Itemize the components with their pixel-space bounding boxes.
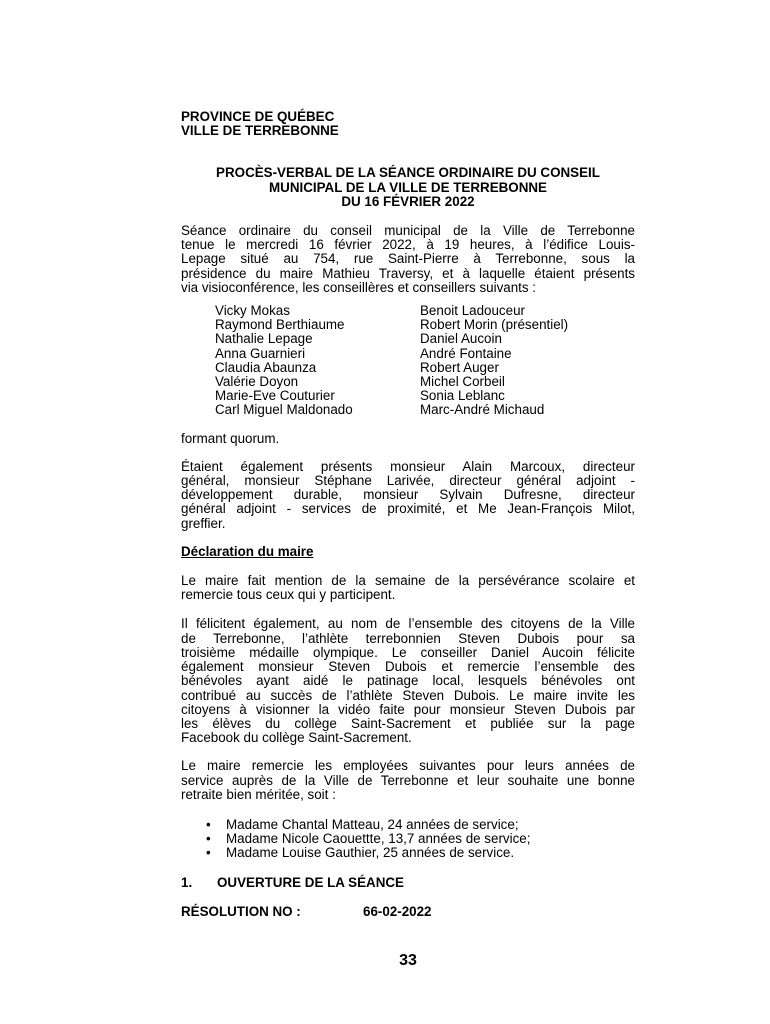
intro-line: Séance ordinaire du conseil municipal de la Ville de Terrebonne [181, 223, 635, 239]
paragraph-line: contribué au succès de l’athlète Steven Dubois. Le maire invite les [181, 687, 635, 703]
member-name: Michel Corbeil [420, 374, 505, 390]
title-line-1: PROCÈS-VERBAL DE LA SÉANCE ORDINAIRE DU CONSEIL [216, 165, 600, 181]
title-line-3: DU 16 FÉVRIER 2022 [341, 193, 475, 209]
resolution-line [181, 905, 635, 919]
resolution-label: RÉSOLUTION NO : [181, 903, 301, 919]
present-line: général, monsieur Stéphane Larivée, directeur général adjoint - [181, 473, 635, 489]
section-number: 1. [181, 874, 193, 890]
list-item [206, 846, 635, 860]
resolution-number: 66-02-2022 [363, 903, 432, 919]
paragraph-line: bénévoles ayant aidé le patinage local, lesquels bénévoles ont [181, 673, 635, 689]
page-number: 33 [399, 952, 417, 969]
retirees-list [181, 818, 635, 861]
member-name: Valérie Doyon [215, 374, 299, 390]
paragraph-line: Le maire fait mention de la semaine de la persévérance scolaire et [181, 573, 635, 589]
paragraph-line: les élèves du collège Saint-Sacrement et publiée sur la page [181, 715, 635, 731]
paragraph-line: Facebook du collège Saint-Sacrement. [181, 730, 412, 746]
declaration-heading: Déclaration du maire [181, 543, 314, 559]
list-item [206, 832, 635, 846]
member-name: Raymond Berthiaume [215, 317, 345, 333]
document-title [181, 166, 635, 209]
quorum-line: formant quorum. [181, 430, 280, 446]
document-page [181, 110, 635, 919]
document-header [181, 110, 635, 138]
bullet-icon: • [206, 845, 211, 861]
intro-line: via visioconférence, les conseillères et conseillers suivants : [181, 279, 537, 295]
member-name: Marc-André Michaud [420, 402, 545, 418]
paragraph-line: service auprès de la Ville de Terrebonne et leur souhaite une bonne [181, 772, 635, 788]
paragraph-line: de Terrebonne, l’athlète terrebonnien Steven Dubois pour sa [181, 630, 635, 646]
paragraph-line: également monsieur Steven Dubois et remercie l’ensemble des [181, 659, 635, 675]
city-line: VILLE DE TERREBONNE [181, 123, 339, 139]
paragraph-line: troisième médaille olympique. Le conseiller Daniel Aucoin félicite [181, 644, 635, 660]
member-name: Robert Auger [420, 359, 499, 375]
declaration-paragraph-2 [181, 617, 635, 745]
title-line-2: MUNICIPAL DE LA VILLE DE TERREBONNE [269, 179, 547, 195]
paragraph-line: Le maire remercie les employées suivantes pour leurs années de [181, 758, 635, 774]
intro-line: Lepage situé au 754, rue Saint-Pierre à Terrebonne, sous la [181, 251, 635, 267]
bullet-icon: • [206, 831, 211, 847]
members-left-column [215, 304, 420, 418]
member-name: Claudia Abaunza [215, 359, 317, 375]
member-name: André Fontaine [420, 345, 512, 361]
members-right-column [420, 304, 568, 418]
member-name: Anna Guarnieri [215, 345, 306, 361]
list-item-text: Madame Chantal Matteau, 24 années de service; [226, 816, 519, 832]
declaration-paragraph-3 [181, 759, 635, 802]
province-line: PROVINCE DE QUÉBEC [181, 109, 335, 124]
section-title: OUVERTURE DE LA SÉANCE [217, 874, 404, 890]
council-members-list [181, 304, 635, 418]
list-item [206, 818, 635, 832]
member-name: Sonia Leblanc [420, 388, 505, 404]
intro-line: tenue le mercredi 16 février 2022, à 19 heures, à l’édifice Louis- [181, 237, 635, 253]
member-name: Vicky Mokas [215, 303, 290, 319]
intro-line: présidence du maire Mathieu Traversy, et à laquelle étaient présents [181, 265, 635, 281]
bullet-icon: • [206, 816, 211, 832]
section-heading-opening [181, 876, 635, 890]
paragraph-line: remercie tous ceux qui y participent. [181, 587, 396, 603]
paragraph-line: retraite bien méritée, soit : [181, 786, 336, 802]
paragraph-line: Il félicitent également, au nom de l’ensemble des citoyens de la Ville [181, 616, 635, 632]
present-line: Étaient également présents monsieur Alain Marcoux, directeur [181, 458, 635, 474]
present-line: général adjoint - services de proximité, et Me Jean-François Milot, [181, 501, 635, 517]
member-name: Nathalie Lepage [215, 331, 313, 347]
member-name: Carl Miguel Maldonado [215, 402, 353, 418]
declaration-paragraph-1 [181, 574, 635, 602]
present-line: développement durable, monsieur Sylvain Dufresne, directeur [181, 487, 635, 503]
member-name: Benoit Ladouceur [420, 303, 525, 319]
list-item-text: Madame Nicole Caouettte, 13,7 années de service; [226, 831, 531, 847]
present-line: greffier. [181, 515, 226, 531]
member-name: Daniel Aucoin [420, 331, 502, 347]
member-name: Marie-Eve Couturier [215, 388, 335, 404]
paragraph-line: citoyens à visionner la vidéo faite pour monsieur Steven Dubois par [181, 701, 635, 717]
present-paragraph [181, 460, 635, 531]
member-name: Robert Morin (présentiel) [420, 317, 569, 333]
intro-paragraph [181, 224, 635, 295]
list-item-text: Madame Louise Gauthier, 25 années de service. [226, 845, 515, 861]
